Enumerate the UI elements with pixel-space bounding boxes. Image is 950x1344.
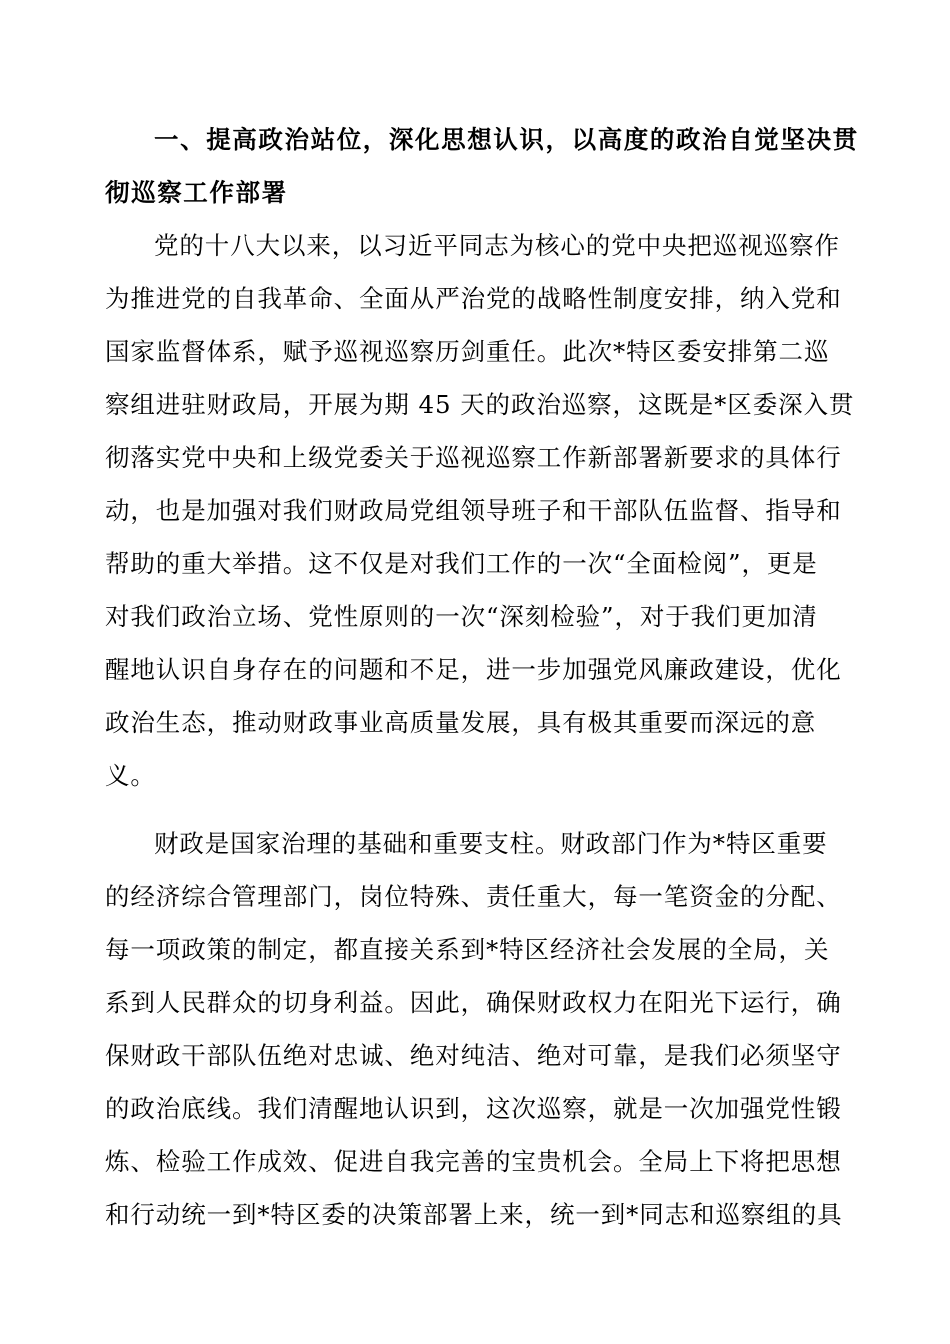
- paragraph-line: 和行动统一到*特区委的决策部署上来，统一到*同志和巡察组的具: [105, 1200, 843, 1229]
- paragraph-line: 系到人民群众的切身利益。因此，确保财政权力在阳光下运行，确: [105, 988, 842, 1017]
- heading-line: 一、提高政治站位，深化思想认识，以高度的政治自觉坚决贯: [154, 125, 859, 154]
- paragraph-line: 国家监督体系，赋予巡视巡察历剑重任。此次*特区委安排第二巡: [105, 337, 830, 366]
- paragraph-2: [105, 817, 850, 1241]
- paragraph-line: 对我们政治立场、党性原则的一次“深刻检验”，对于我们更加清: [105, 602, 818, 631]
- paragraph-line: 醒地认识自身存在的问题和不足，进一步加强党风廉政建设，优化: [105, 655, 842, 684]
- paragraph-line: 义。: [105, 761, 156, 790]
- paragraph-line: 察组进驻财政局，开展为期 45 天的政治巡察，这既是*区委深入贯: [105, 390, 855, 419]
- section-heading: [105, 113, 859, 219]
- paragraph-line: 党的十八大以来，以习近平同志为核心的党中央把巡视巡察作: [154, 231, 840, 260]
- paragraph-line: 动，也是加强对我们财政局党组领导班子和干部队伍监督、指导和: [105, 496, 842, 525]
- document-page: [105, 113, 859, 1241]
- paragraph-line: 彻落实党中央和上级党委关于巡视巡察工作新部署新要求的具体行: [105, 443, 842, 472]
- paragraph-line: 的经济综合管理部门，岗位特殊、责任重大，每一笔资金的分配、: [105, 882, 842, 911]
- heading-line: 彻巡察工作部署: [105, 178, 288, 207]
- paragraph-1: [105, 219, 855, 802]
- paragraph-line: 的政治底线。我们清醒地认识到，这次巡察，就是一次加强党性锻: [105, 1094, 842, 1123]
- paragraph-line: 炼、检验工作成效、促进自我完善的宝贵机会。全局上下将把思想: [105, 1147, 842, 1176]
- paragraph-line: 为推进党的自我革命、全面从严治党的战略性制度安排，纳入党和: [105, 284, 842, 313]
- paragraph-line: 保财政干部队伍绝对忠诚、绝对纯洁、绝对可靠，是我们必须坚守: [105, 1041, 842, 1070]
- paragraph-line: 帮助的重大举措。这不仅是对我们工作的一次“全面检阅”，更是: [105, 549, 818, 578]
- paragraph-line: 财政是国家治理的基础和重要支柱。财政部门作为*特区重要: [154, 829, 828, 858]
- paragraph-line: 每一项政策的制定，都直接关系到*特区经济社会发展的全局，关: [105, 935, 830, 964]
- paragraph-line: 政治生态，推动财政事业高质量发展，具有极其重要而深远的意: [105, 708, 817, 737]
